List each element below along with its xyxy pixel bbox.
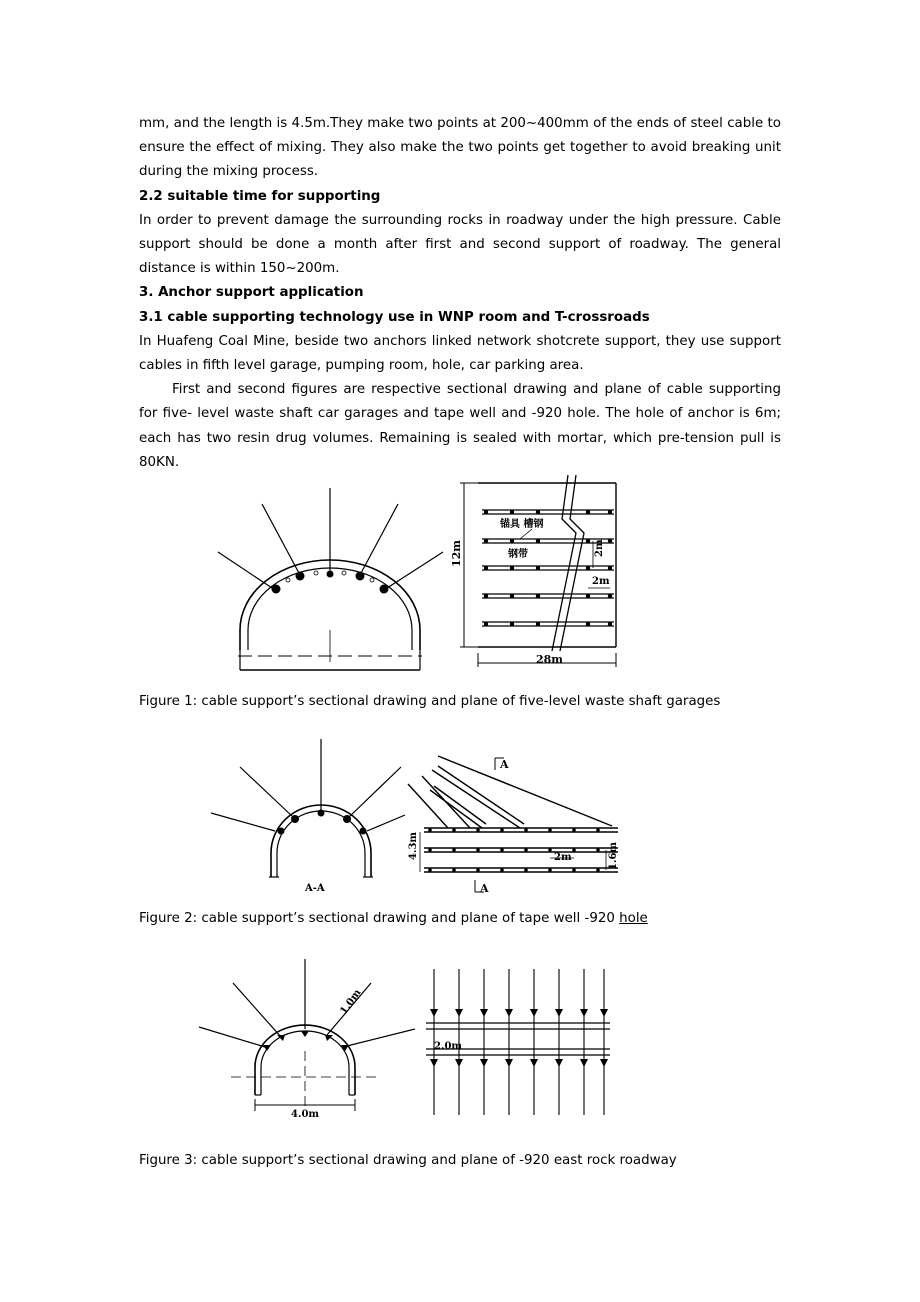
figure2-section-drawing	[205, 735, 405, 895]
paragraph-figures-intro: First and second figures are respective sectional drawing and plane of cable supporting for five- level waste shaft car garages and tape well and -920 hole. The hole of anchor is 6m; each has two resin drug volumes. Remaining is sealed with mortar, which pre-tension pull is 80KN.	[139, 382, 781, 470]
figure2-section-label: A-A	[305, 883, 325, 894]
paragraph-mixing: mm, and the length is 4.5m.They make two points at 200~400mm of the ends of steel cable to ensure the effect of mixing. They also make the two points get together to avoid breaking unit during the mixing process.	[139, 116, 781, 180]
figure2-caption-link[interactable]: hole	[619, 911, 648, 926]
figure2-plan-drawing	[400, 740, 625, 900]
figure2-spacing-label: 2m	[554, 852, 572, 863]
figure1-belt-label: 钢带	[508, 549, 528, 560]
figure1-spacing-v-label: 2m	[594, 539, 605, 557]
figure2-height-label: 4.3m	[408, 832, 419, 860]
figure2-marker-top: A	[500, 758, 509, 771]
heading-3: 3. Anchor support application	[139, 285, 364, 301]
figure1-section-drawing	[200, 480, 460, 680]
figure2-caption	[139, 909, 648, 929]
figure1-height-label: 12m	[450, 540, 463, 567]
figure3-spacing-label: 2.0m	[434, 1041, 462, 1052]
figure3-plan-drawing	[420, 965, 620, 1125]
figure2-caption-main: Figure 2: cable support’s sectional drawing and plane of tape well -920	[139, 911, 620, 926]
figure1-plan-drawing	[448, 475, 628, 675]
figure1-spacing-h-label: 2m	[592, 576, 610, 587]
paragraph-timing: In order to prevent damage the surrounding rocks in roadway under the high pressure. Cable support should be done a month after first and second support of roadway. The general distance is within 150~200m.	[139, 212, 781, 277]
figure1-width-label: 28m	[536, 653, 563, 666]
heading-2-2: 2.2 suitable time for supporting	[139, 188, 381, 204]
figure2-spacing-v-label: 1.6m	[608, 842, 619, 870]
figure3-section-drawing	[195, 955, 420, 1120]
figure2-marker-bottom: A	[480, 882, 489, 895]
figure3-caption: Figure 3: cable support’s sectional drawing and plane of -920 east rock roadway	[139, 1153, 677, 1168]
figure3-length-label: 1.0m	[338, 987, 364, 1017]
figure3-width-label: 4.0m	[291, 1109, 319, 1120]
figure1-caption: Figure 1: cable support’s sectional drawing and plane of five-level waste shaft garages	[139, 694, 721, 709]
heading-3-1: 3.1 cable supporting technology use in WNP room and T-crossroads	[139, 309, 650, 325]
figure1-anchor-label: 锚具 槽钢	[500, 519, 544, 530]
body-text	[139, 112, 781, 475]
paragraph-huafeng: In Huafeng Coal Mine, beside two anchors linked network shotcrete support, they use support cables in fifth level garage, pumping room, hole, car parking area.	[139, 333, 781, 374]
